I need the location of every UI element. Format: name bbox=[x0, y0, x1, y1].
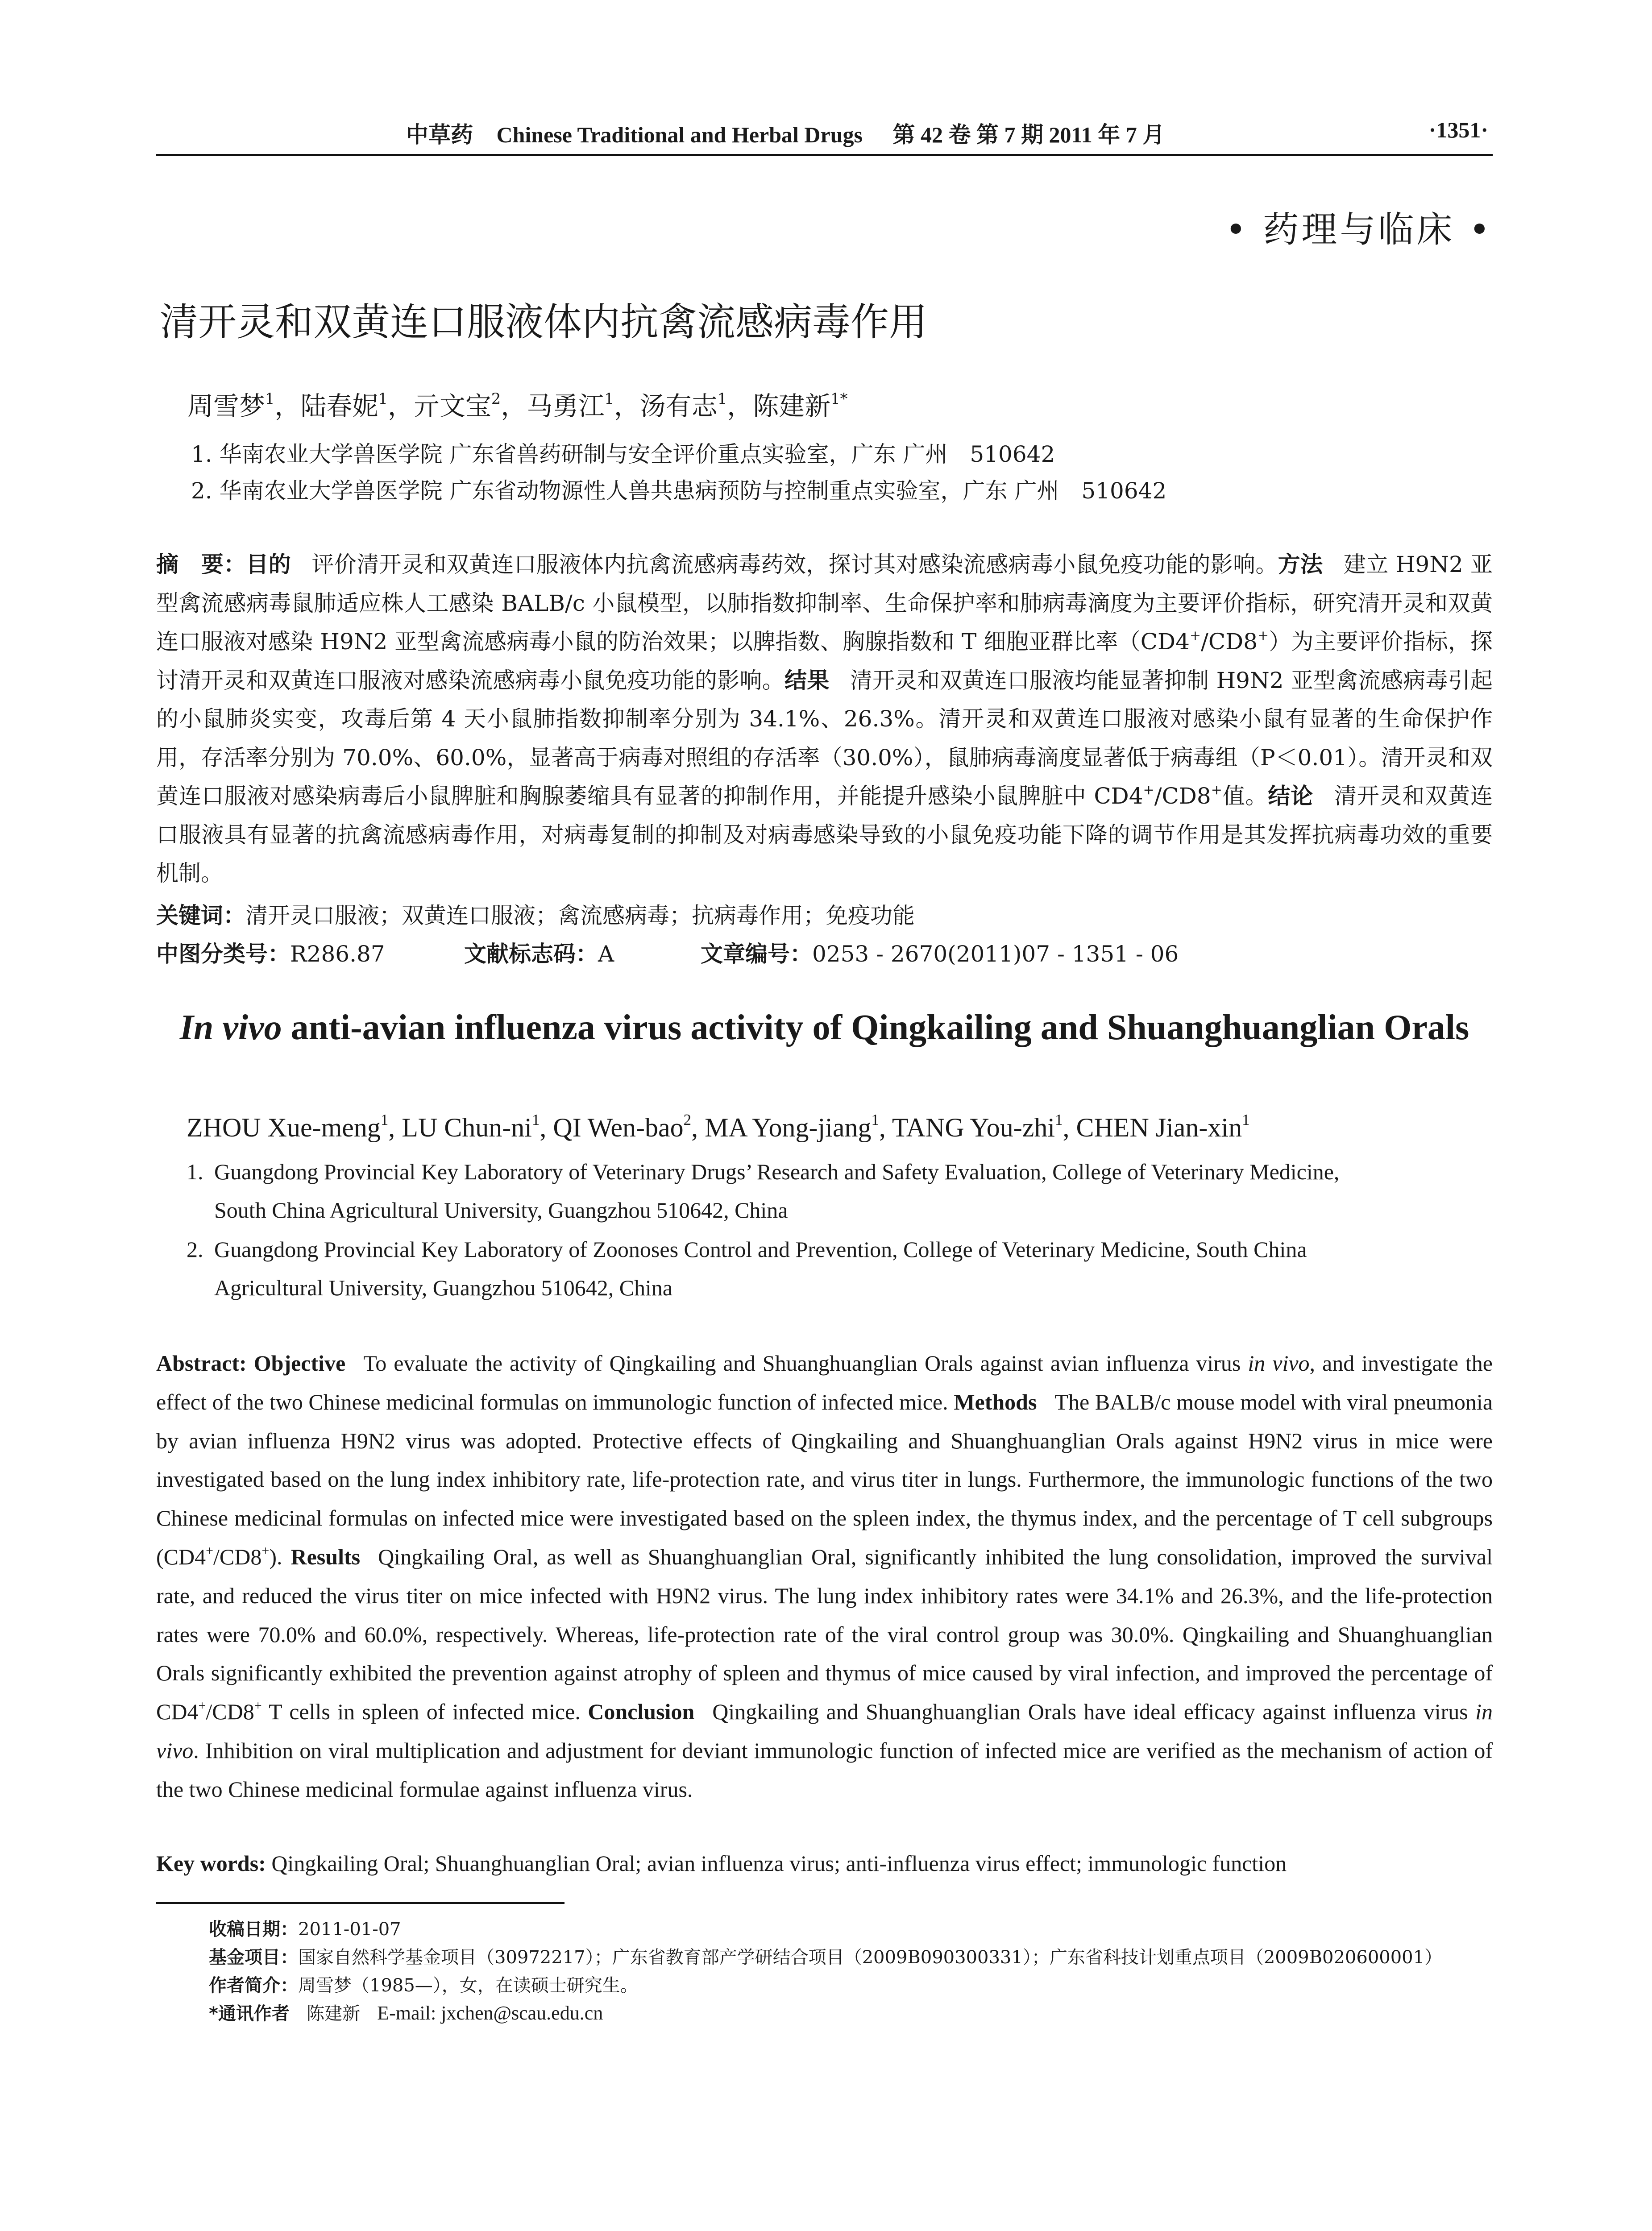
superscript: + bbox=[1143, 782, 1154, 798]
affiliation-text: South China Agricultural University, Guangzhou 510642, China bbox=[214, 1198, 788, 1223]
footnote-label: *通讯作者 bbox=[209, 2003, 290, 2024]
footnote-text: 2011-01-07 bbox=[298, 1919, 401, 1940]
clc-value: R286.87 bbox=[290, 941, 385, 967]
italic-term: in vivo bbox=[1248, 1351, 1310, 1376]
superscript: + bbox=[261, 1543, 270, 1558]
en-objective-label: Objective bbox=[253, 1351, 346, 1376]
en-conclusion-text: Qingkailing and Shuanghuanglian Orals have ideal efficacy against influenza virus bbox=[712, 1699, 1476, 1725]
italic-term: in vivo bbox=[156, 1699, 1493, 1763]
cn-abstract-label: 摘 要： bbox=[156, 552, 246, 577]
affiliation-text: Guangdong Provincial Key Laboratory of Veterinary Drugs’ Research and Safety Evaluation, College of Veterinary Medicine, bbox=[214, 1159, 1340, 1184]
clc-label: 中图分类号： bbox=[156, 941, 290, 967]
cn-keywords bbox=[156, 898, 915, 930]
superscript: + bbox=[1258, 628, 1269, 643]
cn-results-label: 结果 bbox=[784, 667, 830, 693]
cn-keywords-text: 清开灵口服液；双黄连口服液；禽流感病毒；抗病毒作用；免疫功能 bbox=[245, 903, 915, 929]
footnote-label: 作者简介： bbox=[209, 1975, 298, 1996]
en-conclusion-text: . Inhibition on viral multiplication and adjustment for deviant immunologic function of infected mice are verified as the mechanism of action of the two Chinese medicinal formulae against influenza virus. bbox=[156, 1738, 1493, 1802]
affiliation-marker: 1 bbox=[1242, 1111, 1250, 1128]
en-methods-text: /CD8 bbox=[213, 1544, 262, 1569]
affiliation-marker: 1 bbox=[378, 390, 388, 407]
section-title: • 药理与临床 • bbox=[1225, 209, 1493, 250]
cn-author: 周雪梦 bbox=[187, 391, 266, 421]
doc-code-label: 文献标志码： bbox=[464, 941, 598, 967]
cn-methods-text: /CD8 bbox=[1201, 629, 1258, 655]
en-methods-text: The BALB/c mouse model with viral pneumonia by avian influenza H9N2 virus was adopted. Protective effects of Qingkailing and Shuanghuanglian Orals against H9N2 virus in mice were investigated based on the lung index inhibitory rate, life-protection rate, and virus titer in lungs. Furthermore, the immunologic functions of the two Chinese medicinal formulas on infected mice were investigated based on the spleen index, the thymus index, and the percentage of T cell subgroups (CD4 bbox=[156, 1389, 1493, 1569]
cn-author: 陈建新 bbox=[753, 391, 831, 421]
cn-methods-label: 方法 bbox=[1278, 552, 1323, 577]
cn-conclusion-label: 结论 bbox=[1268, 783, 1314, 809]
cn-conclusion-text: 清开灵和双黄连口服液具有显著的抗禽流感病毒作用，对病毒复制的抑制及对病毒感染导致的小鼠免疫功能下降的调节作用是其发挥抗病毒功效的重要机制。 bbox=[156, 783, 1493, 886]
superscript: + bbox=[1211, 782, 1222, 798]
en-objective-text: To evaluate the activity of Qingkailing and Shuanghuanglian Orals against avian influenza virus bbox=[363, 1351, 1248, 1376]
en-results-label: Results bbox=[291, 1544, 361, 1569]
en-title-text: anti-avian influenza virus activity of Qingkailing and Shuanghuanglian Orals bbox=[282, 1008, 1469, 1047]
cn-author-list: 周雪梦$^1$，陆春妮$^1$，亓文宝$^2$，马勇江$^1$，汤有志$^1$，陈建新$^{1*}$ bbox=[187, 390, 848, 421]
footnote-fund bbox=[209, 1943, 1442, 1969]
superscript: + bbox=[254, 1698, 262, 1713]
en-author: MA Yong-jiang bbox=[705, 1113, 872, 1142]
footnote-bio bbox=[209, 1971, 638, 1997]
affiliation-marker: 1 bbox=[531, 1111, 540, 1128]
affiliation-number: 1. bbox=[187, 1159, 203, 1184]
cn-objective-text: 评价清开灵和双黄连口服液体内抗禽流感病毒药效，探讨其对感染流感病毒小鼠免疫功能的影响。 bbox=[311, 552, 1278, 577]
en-objective-text: , and investigate the effect of the two Chinese medicinal formulas on immunologic function of infected mice. bbox=[156, 1351, 1493, 1414]
cn-keywords-label: 关键词： bbox=[156, 903, 245, 929]
cn-results-text: 值。 bbox=[1222, 783, 1268, 809]
affiliation-marker: 1 bbox=[871, 1111, 879, 1128]
en-author: CHEN Jian-xin bbox=[1076, 1113, 1242, 1142]
cn-author: 亓文宝 bbox=[413, 391, 491, 421]
affiliation-number: 2. bbox=[187, 1237, 203, 1262]
en-results-text: T cells in spleen of infected mice. bbox=[261, 1699, 581, 1725]
en-affiliation-1 bbox=[187, 1153, 1493, 1229]
cn-objective-label: 目的 bbox=[246, 552, 291, 577]
en-methods-label: Methods bbox=[954, 1389, 1037, 1414]
en-author: LU Chun-ni bbox=[402, 1113, 532, 1142]
cn-abstract bbox=[156, 545, 1493, 893]
en-keywords-label: Key words: bbox=[156, 1851, 266, 1876]
header-rule bbox=[156, 154, 1493, 156]
page-number: ·1351· bbox=[1428, 117, 1488, 142]
en-affiliation-2 bbox=[187, 1230, 1493, 1307]
classification-line bbox=[156, 936, 1179, 968]
en-author-list: ZHOU Xue-meng$^1$, LU Chun-$ni^1$, QI Wen-bao$^2$, MA Yong-jiang$^1$, TANG You-zhi$^1$, CHEN Jian-xin$^1$ bbox=[187, 1111, 1250, 1142]
superscript: + bbox=[198, 1698, 206, 1713]
affiliation-text: Agricultural University, Guangzhou 510642, China bbox=[214, 1275, 673, 1300]
en-abstract-label: Abstract: bbox=[156, 1351, 247, 1376]
en-title-italic: In vivo bbox=[179, 1008, 282, 1047]
footnote-rule bbox=[156, 1902, 565, 1904]
en-author: QI Wen-bao bbox=[553, 1113, 684, 1142]
affiliation-marker: 2 bbox=[491, 390, 501, 407]
affiliation-marker: 1 bbox=[717, 390, 727, 407]
cn-author: 汤有志 bbox=[639, 391, 718, 421]
journal-name bbox=[406, 117, 1165, 149]
issue-info: 第 42 卷 第 7 期 2011 年 7 月 bbox=[892, 122, 1165, 147]
superscript: + bbox=[1189, 628, 1201, 643]
footnote-received bbox=[209, 1915, 401, 1941]
cn-author: 马勇江 bbox=[527, 391, 605, 421]
superscript: + bbox=[206, 1543, 214, 1558]
affiliation-text: Guangdong Provincial Key Laboratory of Zoonoses Control and Prevention, College of Veterinary Medicine, South China bbox=[214, 1237, 1307, 1262]
en-methods-text: ). bbox=[269, 1544, 282, 1569]
corresponding-author: 陈建新 bbox=[307, 2003, 361, 2024]
affiliation-marker: 1 bbox=[265, 390, 275, 407]
cn-title: 清开灵和双黄连口服液体内抗禽流感病毒作用 bbox=[160, 300, 927, 344]
affiliation-marker: 1 bbox=[1055, 1111, 1063, 1128]
en-author: TANG You-zhi bbox=[892, 1113, 1055, 1142]
en-keywords bbox=[156, 1850, 1287, 1876]
footnote-text: 周雪梦（1985—），女，在读硕士研究生。 bbox=[298, 1975, 638, 1996]
doc-code-value: A bbox=[598, 941, 614, 967]
footnote-label: 基金项目： bbox=[209, 1947, 298, 1968]
footnote-text: 国家自然科学基金项目（30972217）；广东省教育部产学研结合项目（2009B090300331）；广东省科技计划重点项目（2009B020600001） bbox=[298, 1947, 1443, 1968]
article-no-value: 0253 - 2670(2011)07 - 1351 - 06 bbox=[812, 941, 1179, 967]
en-conclusion-label: Conclusion bbox=[588, 1699, 695, 1725]
cn-results-text: 清开灵和双黄连口服液均能显著抑制 H9N2 亚型禽流感病毒引起的小鼠肺炎实变，攻毒后第 4 天小鼠肺指数抑制率分别为 34.1%、26.3%。清开灵和双黄连口服液对感染小鼠有显著的生命保护作用，存活率分别为 70.0%、60.0%，显著高于病毒对照组的存活率（30.0%），鼠肺病毒滴度显著低于病毒组（P＜0.01）。清开灵和双黄连口服液对感染病毒后小鼠脾脏和胸腺萎缩具有显著的抑制作用，并能提升感染小鼠脾脏中 CD4 bbox=[156, 667, 1493, 809]
en-results-text: Qingkailing Oral, as well as Shuanghuanglian Oral, significantly inhibited the lung consolidation, improved the survival rate, and reduced the virus titer on mice infected with H9N2 virus. The lung index inhibitory rates were 34.1% and 26.3%, and the life-protection rates were 70.0% and 60.0%, respectively. Whereas, life-protection rate of the viral control group was 30.0%. Qingkailing and Shuanghuanglian Orals significantly exhibited the prevention against atrophy of spleen and thymus of mice caused by viral infection, and improved the percentage of CD4 bbox=[156, 1544, 1493, 1725]
cn-methods-text: ）为主要评价指标，探讨清开灵和双黄连口服液对感染流感病毒小鼠免疫功能的影响。 bbox=[156, 629, 1493, 693]
cn-author: 陆春妮 bbox=[300, 391, 378, 421]
affiliation-marker: 1 bbox=[380, 1111, 389, 1128]
en-keywords-text: Qingkailing Oral; Shuanghuanglian Oral; avian influenza virus; anti-influenza virus effect; immunologic function bbox=[271, 1851, 1287, 1876]
cn-results-text: /CD8 bbox=[1154, 783, 1211, 809]
cn-affiliation-1: 1. 华南农业大学兽医学院 广东省兽药研制与安全评价重点实验室，广东 广州 510642 bbox=[191, 441, 1055, 467]
article-no-label: 文章编号： bbox=[701, 941, 812, 967]
en-abstract bbox=[156, 1344, 1493, 1809]
affiliation-marker: 1* bbox=[830, 390, 848, 407]
cn-affiliation-2: 2. 华南农业大学兽医学院 广东省动物源性人兽共患病预防与控制重点实验室，广东 广州 510642 bbox=[191, 478, 1167, 504]
en-results-text: /CD8 bbox=[206, 1699, 254, 1725]
running-header bbox=[156, 117, 1493, 153]
affiliation-marker: 2 bbox=[683, 1111, 692, 1128]
en-author: ZHOU Xue-meng bbox=[187, 1113, 381, 1142]
cn-methods-text: 建立 H9N2 亚型禽流感病毒鼠肺适应株人工感染 BALB/c 小鼠模型，以肺指数抑制率、生命保护率和肺病毒滴度为主要评价指标，研究清开灵和双黄连口服液对感染 H9N2 亚型禽流感病毒小鼠的防治效果；以脾指数、胸腺指数和 T 细胞亚群比率（CD4 bbox=[156, 552, 1493, 655]
journal-name-cn: 中草药 bbox=[406, 122, 473, 147]
en-title bbox=[156, 1008, 1493, 1048]
footnote-label: 收稿日期： bbox=[209, 1919, 298, 1940]
affiliation-marker: 1 bbox=[604, 390, 614, 407]
corresponding-email: E-mail: jxchen@scau.edu.cn bbox=[377, 2002, 603, 2024]
footnote-correspondence bbox=[209, 1999, 603, 2025]
journal-name-en: Chinese Traditional and Herbal Drugs bbox=[496, 122, 863, 147]
